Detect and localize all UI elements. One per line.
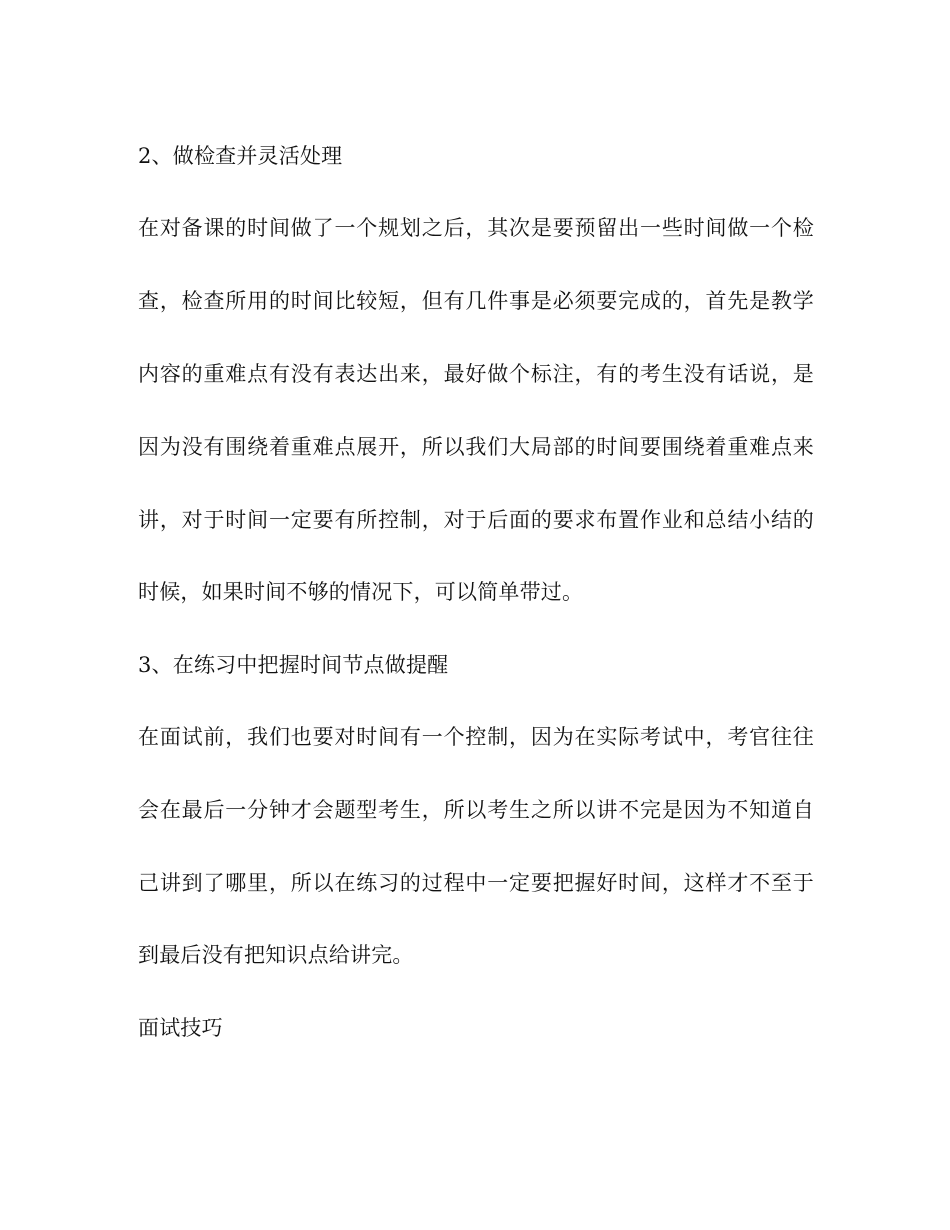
section-2-paragraph-line: 讲，对于时间一定要有所控制，对于后面的要求布置作业和总结小结的 — [138, 508, 814, 532]
section-3-paragraph-line: 己讲到了哪里，所以在练习的过程中一定要把握好时间，这样才不至于 — [138, 871, 814, 895]
closing-heading: 面试技巧 — [138, 1016, 223, 1040]
section-2-paragraph-line: 时候，如果时间不够的情况下，可以简单带过。 — [138, 580, 584, 604]
section-2-paragraph-line: 在对备课的时间做了一个规划之后，其次是要预留出一些时间做一个检 — [138, 216, 814, 240]
section-3-paragraph-line: 在面试前，我们也要对时间有一个控制，因为在实际考试中，考官往往 — [138, 725, 814, 749]
section-3-paragraph-line: 会在最后一分钟才会题型考生，所以考生之所以讲不完是因为不知道自 — [138, 798, 814, 822]
section-2-paragraph-line: 内容的重难点有没有表达出来，最好做个标注，有的考生没有话说，是 — [138, 362, 814, 386]
section-2-paragraph-line: 查，检查所用的时间比较短，但有几件事是必须要完成的，首先是教学 — [138, 289, 814, 313]
section-3-heading: 3、在练习中把握时间节点做提醒 — [138, 653, 449, 677]
section-3-paragraph-line: 到最后没有把知识点给讲完。 — [138, 943, 414, 967]
section-2-paragraph-line: 因为没有围绕着重难点展开，所以我们大局部的时间要围绕着重难点来 — [138, 435, 814, 459]
section-2-heading: 2、做检查并灵活处理 — [138, 144, 343, 168]
